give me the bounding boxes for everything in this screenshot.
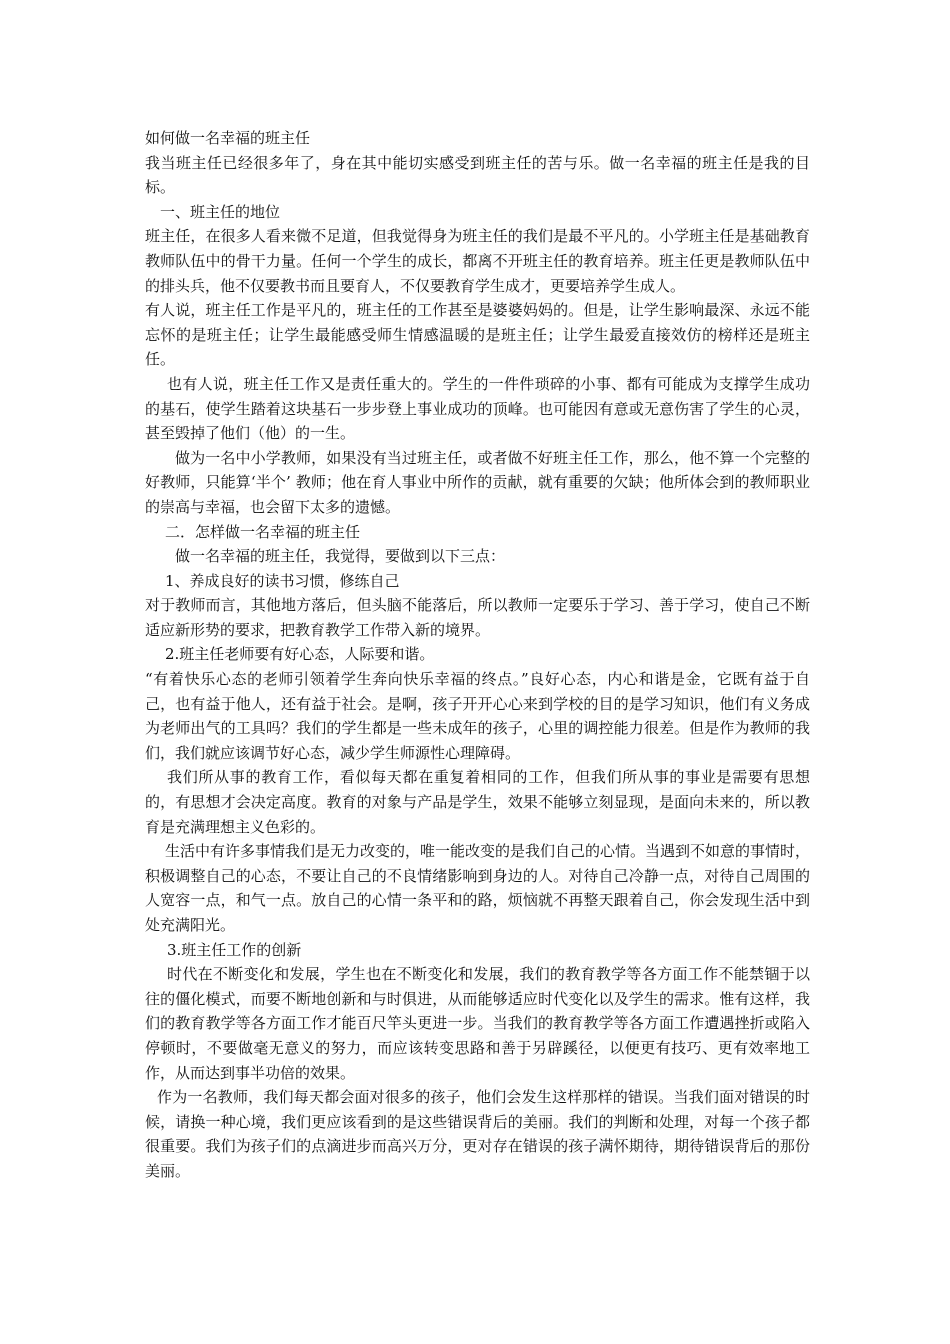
paragraph: 生活中有许多事情我们是无力改变的，唯一能改变的是我们自己的心情。当遇到不如意的事情时，积极调整自己的心态，不要让自己的不良情绪影响到身边的人。对待自己冷静一点，对待自己周围的人宽容一点，和气一点。放自己的心情一条平和的路，烦恼就不再整天跟着自己，你会发现生活中到处充满阳光。: [145, 842, 811, 934]
subsection-heading-2: 2.班主任老师要有好心态，人际要和谐。: [165, 645, 435, 664]
section-heading-1: 一、班主任的地位: [160, 202, 281, 221]
paragraph: 有人说，班主任工作是平凡的，班主任的工作甚至是婆婆妈妈的。但是，让学生影响最深、永远不能忘怀的是班主任；让学生最能感受师生情感温暖的是班主任；让学生最爱直接效仿的榜样还是班主任。: [145, 301, 810, 369]
paragraph: 做为一名中小学教师，如果没有当过班主任，或者做不好班主任工作，那么，他不算一个完整的好教师，只能算‘半个’ 教师；他在育人事业中所作的贡献，就有重要的欠缺；他所体会到的教师职业的崇高与幸福，也会留下太多的遗憾。: [145, 448, 810, 516]
paragraph: 作为一名教师，我们每天都会面对很多的孩子，他们会发生这样那样的错误。当我们面对错误的时候，请换一种心境，我们更应该看到的是这些错误背后的美丽。我们的判断和处理，对每一个孩子都很重要。我们为孩子们的点滴进步而高兴万分，更对存在错误的孩子满怀期待，期待错误背后的那份美丽。: [145, 1088, 810, 1180]
document-title: 如何做一名幸福的班主任: [145, 129, 311, 147]
paragraph: 也有人说，班主任工作又是责任重大的。学生的一件件琐碎的小事、都有可能成为支撑学生成功的基石，使学生踏着这块基石一步步登上事业成功的顶峰。也可能因有意或无意伤害了学生的心灵，甚至毁掉了他们（他）的一生。: [145, 374, 810, 443]
document-body: [145, 126, 810, 1184]
paragraph: 我们所从事的教育工作，看似每天都在重复着相同的工作，但我们所从事的事业是需要有思想的，有思想才会决定高度。教育的对象与产品是学生，效果不能够立刻显现，是面向未来的，所以教育是充满理想主义色彩的。: [145, 768, 810, 836]
paragraph: 班主任，在很多人看来微不足道，但我觉得身为班主任的我们是最不平凡的。小学班主任是基础教育教师队伍中的骨干力量。任何一个学生的成长，都离不开班主任的教育培养。班主任更是教师队伍中的排头兵，他不仅要教书而且要育人，不仅要教育学生成才，更要培养学生成人。: [145, 227, 810, 295]
section-heading-2: 二．怎样做一名幸福的班主任: [165, 522, 361, 541]
paragraph: 做一名幸福的班主任，我觉得，要做到以下三点：: [175, 547, 506, 566]
paragraph: 对于教师而言，其他地方落后，但头脑不能落后，所以教师一定要乐于学习、善于学习，使自己不断适应新形势的要求，把教育教学工作带入新的境界。: [145, 596, 810, 639]
paragraph-intro: 我当班主任已经很多年了，身在其中能切实感受到班主任的苦与乐。做一名幸福的班主任是我的目标。: [145, 153, 810, 197]
paragraph: 时代在不断变化和发展，学生也在不断变化和发展，我们的教育教学等各方面工作不能禁锢于以往的僵化模式，而要不断地创新和与时俱进，从而能够适应时代变化以及学生的需求。惟有这样，我们的教育教学等各方面工作才能百尺竿头更进一步。当我们的教育教学等各方面工作遭遇挫折或陷入停顿时，不要做毫无意义的努力，而应该转变思路和善于另辟蹊径，以便更有技巧、更有效率地工作，从而达到事半功倍的效果。: [145, 965, 810, 1082]
subsection-heading-3: 3.班主任工作的创新: [167, 940, 302, 959]
paragraph: “有着快乐心态的老师引领着学生奔向快乐幸福的终点。”良好心态，内心和谐是金，它既有益于自己，也有益于他人，还有益于社会。是啊，孩子开开心心来到学校的目的是学习知识，他们有义务成为老师出气的工具吗？我们的学生都是一些未成年的孩子，心里的调控能力很差。但是作为教师的我们，我们就应该调节好心态，减少学生师源性心理障碍。: [145, 670, 810, 762]
subsection-heading-1: 1、养成良好的读书习惯，修练自己: [165, 571, 400, 590]
